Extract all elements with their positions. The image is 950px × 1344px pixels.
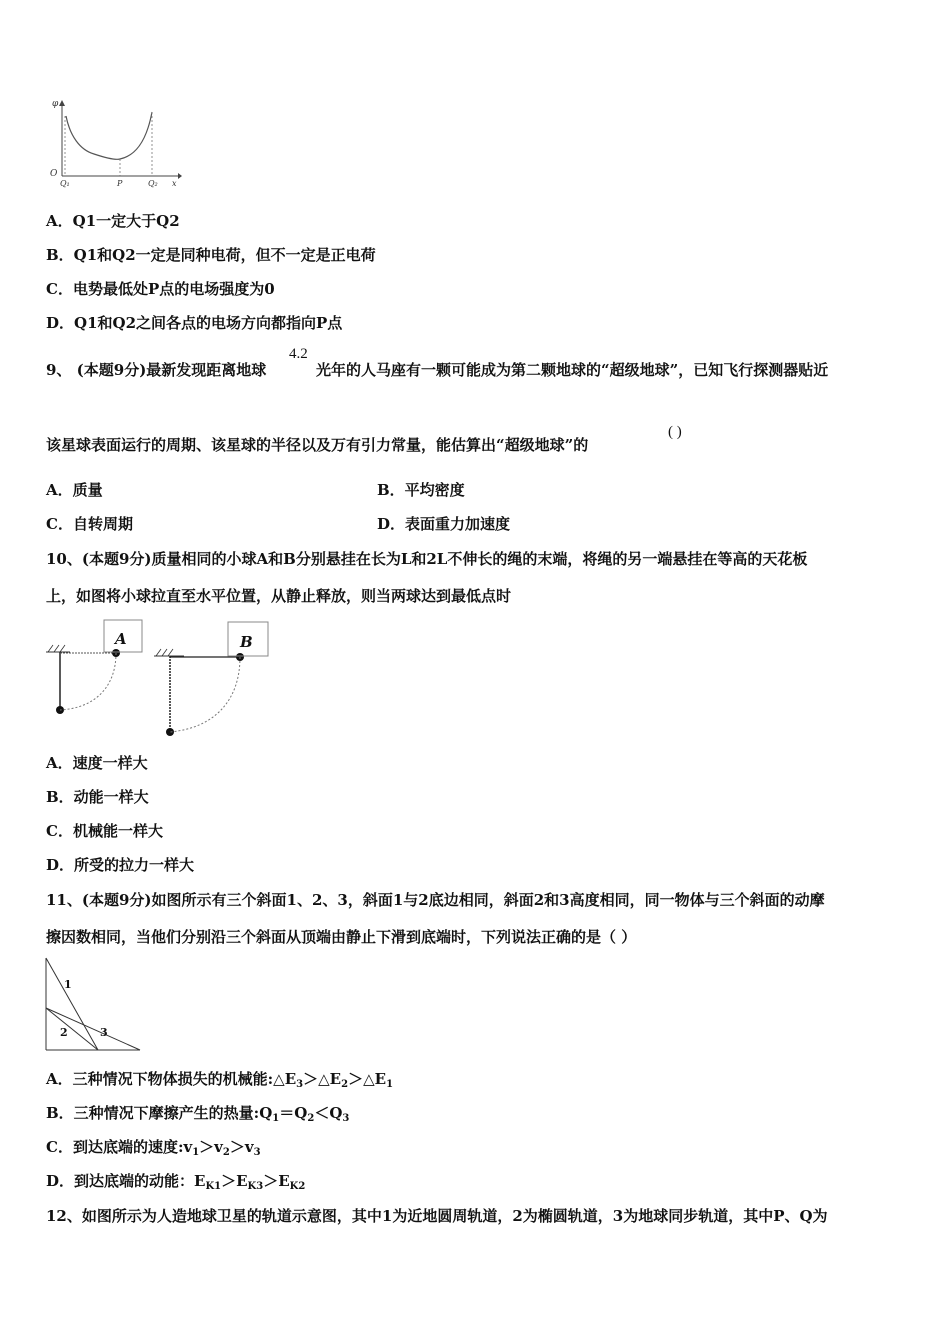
option-c-text: ＞v <box>229 1138 254 1156</box>
q8-option-b: B．Q1和Q2一定是同种电荷，但不一定是正电荷 <box>46 246 376 264</box>
q11-line1: 11、(本题9分)如图所示有三个斜面1、2、3，斜面1与2底边相同，斜面2和3高度相同，同一物体与三个斜面的动摩 <box>46 891 825 909</box>
q8-option-a: A．Q1一定大于Q2 <box>46 212 180 230</box>
x-axis-label: x <box>172 179 177 188</box>
sub: 3 <box>342 1113 350 1124</box>
q9-distance-value: 4.2 <box>289 346 308 362</box>
q10-option-c: C．机械能一样大 <box>46 822 163 840</box>
sub: K1 <box>205 1181 222 1192</box>
q11-line2: 擦因数相同，当他们分别沿三个斜面从顶端由静止下滑到底端时，下列说法正确的是（ ） <box>46 928 637 946</box>
q9-option-c: C．自转周期 <box>46 515 133 533</box>
q11-option-c <box>46 1137 261 1163</box>
q10-line1: 10、(本题9分)质量相同的小球A和B分别悬挂在长为L和2L不伸长的绳的末端，将绳的另一端悬挂在等高的天花板 <box>46 550 808 568</box>
option-b-text: B．三种情况下摩擦产生的热量:Q <box>46 1104 273 1122</box>
sub: 3 <box>253 1147 261 1158</box>
q10-line2: 上，如图将小球拉直至水平位置，从静止释放，则当两球达到最低点时 <box>46 587 512 605</box>
pendulum-figure <box>44 616 274 742</box>
option-a-text: ＞△E <box>348 1070 387 1088</box>
option-d-text: ＞E <box>263 1172 290 1190</box>
q9-answer-paren: ( ) <box>668 424 682 440</box>
q8-option-c: C．电势最低处P点的电场强度为0 <box>46 280 275 298</box>
option-b-text: ＜Q <box>314 1104 343 1122</box>
ball-b-label: B <box>240 633 253 651</box>
sub: 2 <box>222 1147 230 1158</box>
incline-3-label: 3 <box>100 1026 108 1039</box>
option-c-text: C．到达底端的速度:v <box>46 1138 193 1156</box>
q9-line1-start: 9、 (本题9分)最新发现距离地球 <box>46 361 267 379</box>
q1-label: Q₁ <box>60 179 70 188</box>
q9-line1-end: 光年的人马座有一颗可能成为第二颗地球的“超级地球”，已知飞行探测器贴近 <box>316 361 829 379</box>
sub: 1 <box>192 1147 200 1158</box>
option-d-text: D．到达底端的动能：E <box>46 1172 206 1190</box>
q10-option-b: B．动能一样大 <box>46 788 149 806</box>
sub: 3 <box>296 1079 304 1090</box>
incline-1-label: 1 <box>64 978 72 991</box>
sub: K2 <box>289 1181 306 1192</box>
incline-figure <box>44 956 144 1054</box>
origin-label: O <box>50 169 58 179</box>
option-a-text: ＞△E <box>303 1070 342 1088</box>
sub: K3 <box>247 1181 264 1192</box>
q2-label: Q₂ <box>148 179 158 188</box>
q9-option-d: D．表面重力加速度 <box>377 515 511 533</box>
sub: 1 <box>272 1113 280 1124</box>
q11-option-d <box>46 1171 305 1197</box>
incline-2-label: 2 <box>60 1026 68 1039</box>
sub: 2 <box>307 1113 315 1124</box>
q10-option-a: A．速度一样大 <box>46 754 148 772</box>
q12-line1: 12、如图所示为人造地球卫星的轨道示意图，其中1为近地圆周轨道，2为椭圆轨道，3为地球同步轨道，其中P、Q为 <box>46 1207 828 1225</box>
y-axis-label: φ <box>52 99 59 109</box>
q8-option-d: D．Q1和Q2之间各点的电场方向都指向P点 <box>46 314 343 332</box>
sub: 1 <box>386 1079 394 1090</box>
option-b-text: ＝Q <box>279 1104 308 1122</box>
option-c-text: ＞v <box>199 1138 223 1156</box>
potential-graph <box>44 96 184 188</box>
ball-a-label: A <box>115 630 127 648</box>
q9-option-a: A．质量 <box>46 481 103 499</box>
q11-option-b <box>46 1103 349 1129</box>
q11-option-a <box>46 1069 393 1095</box>
p-label: P <box>117 179 123 188</box>
sub: 2 <box>341 1079 349 1090</box>
option-a-text: A．三种情况下物体损失的机械能:△E <box>46 1070 297 1088</box>
q10-option-d: D．所受的拉力一样大 <box>46 856 195 874</box>
q9-option-b: B．平均密度 <box>377 481 465 499</box>
option-d-text: ＞E <box>221 1172 248 1190</box>
q9-line2: 该星球表面运行的周期、该星球的半径以及万有引力常量，能估算出“超级地球”的 <box>46 436 589 454</box>
